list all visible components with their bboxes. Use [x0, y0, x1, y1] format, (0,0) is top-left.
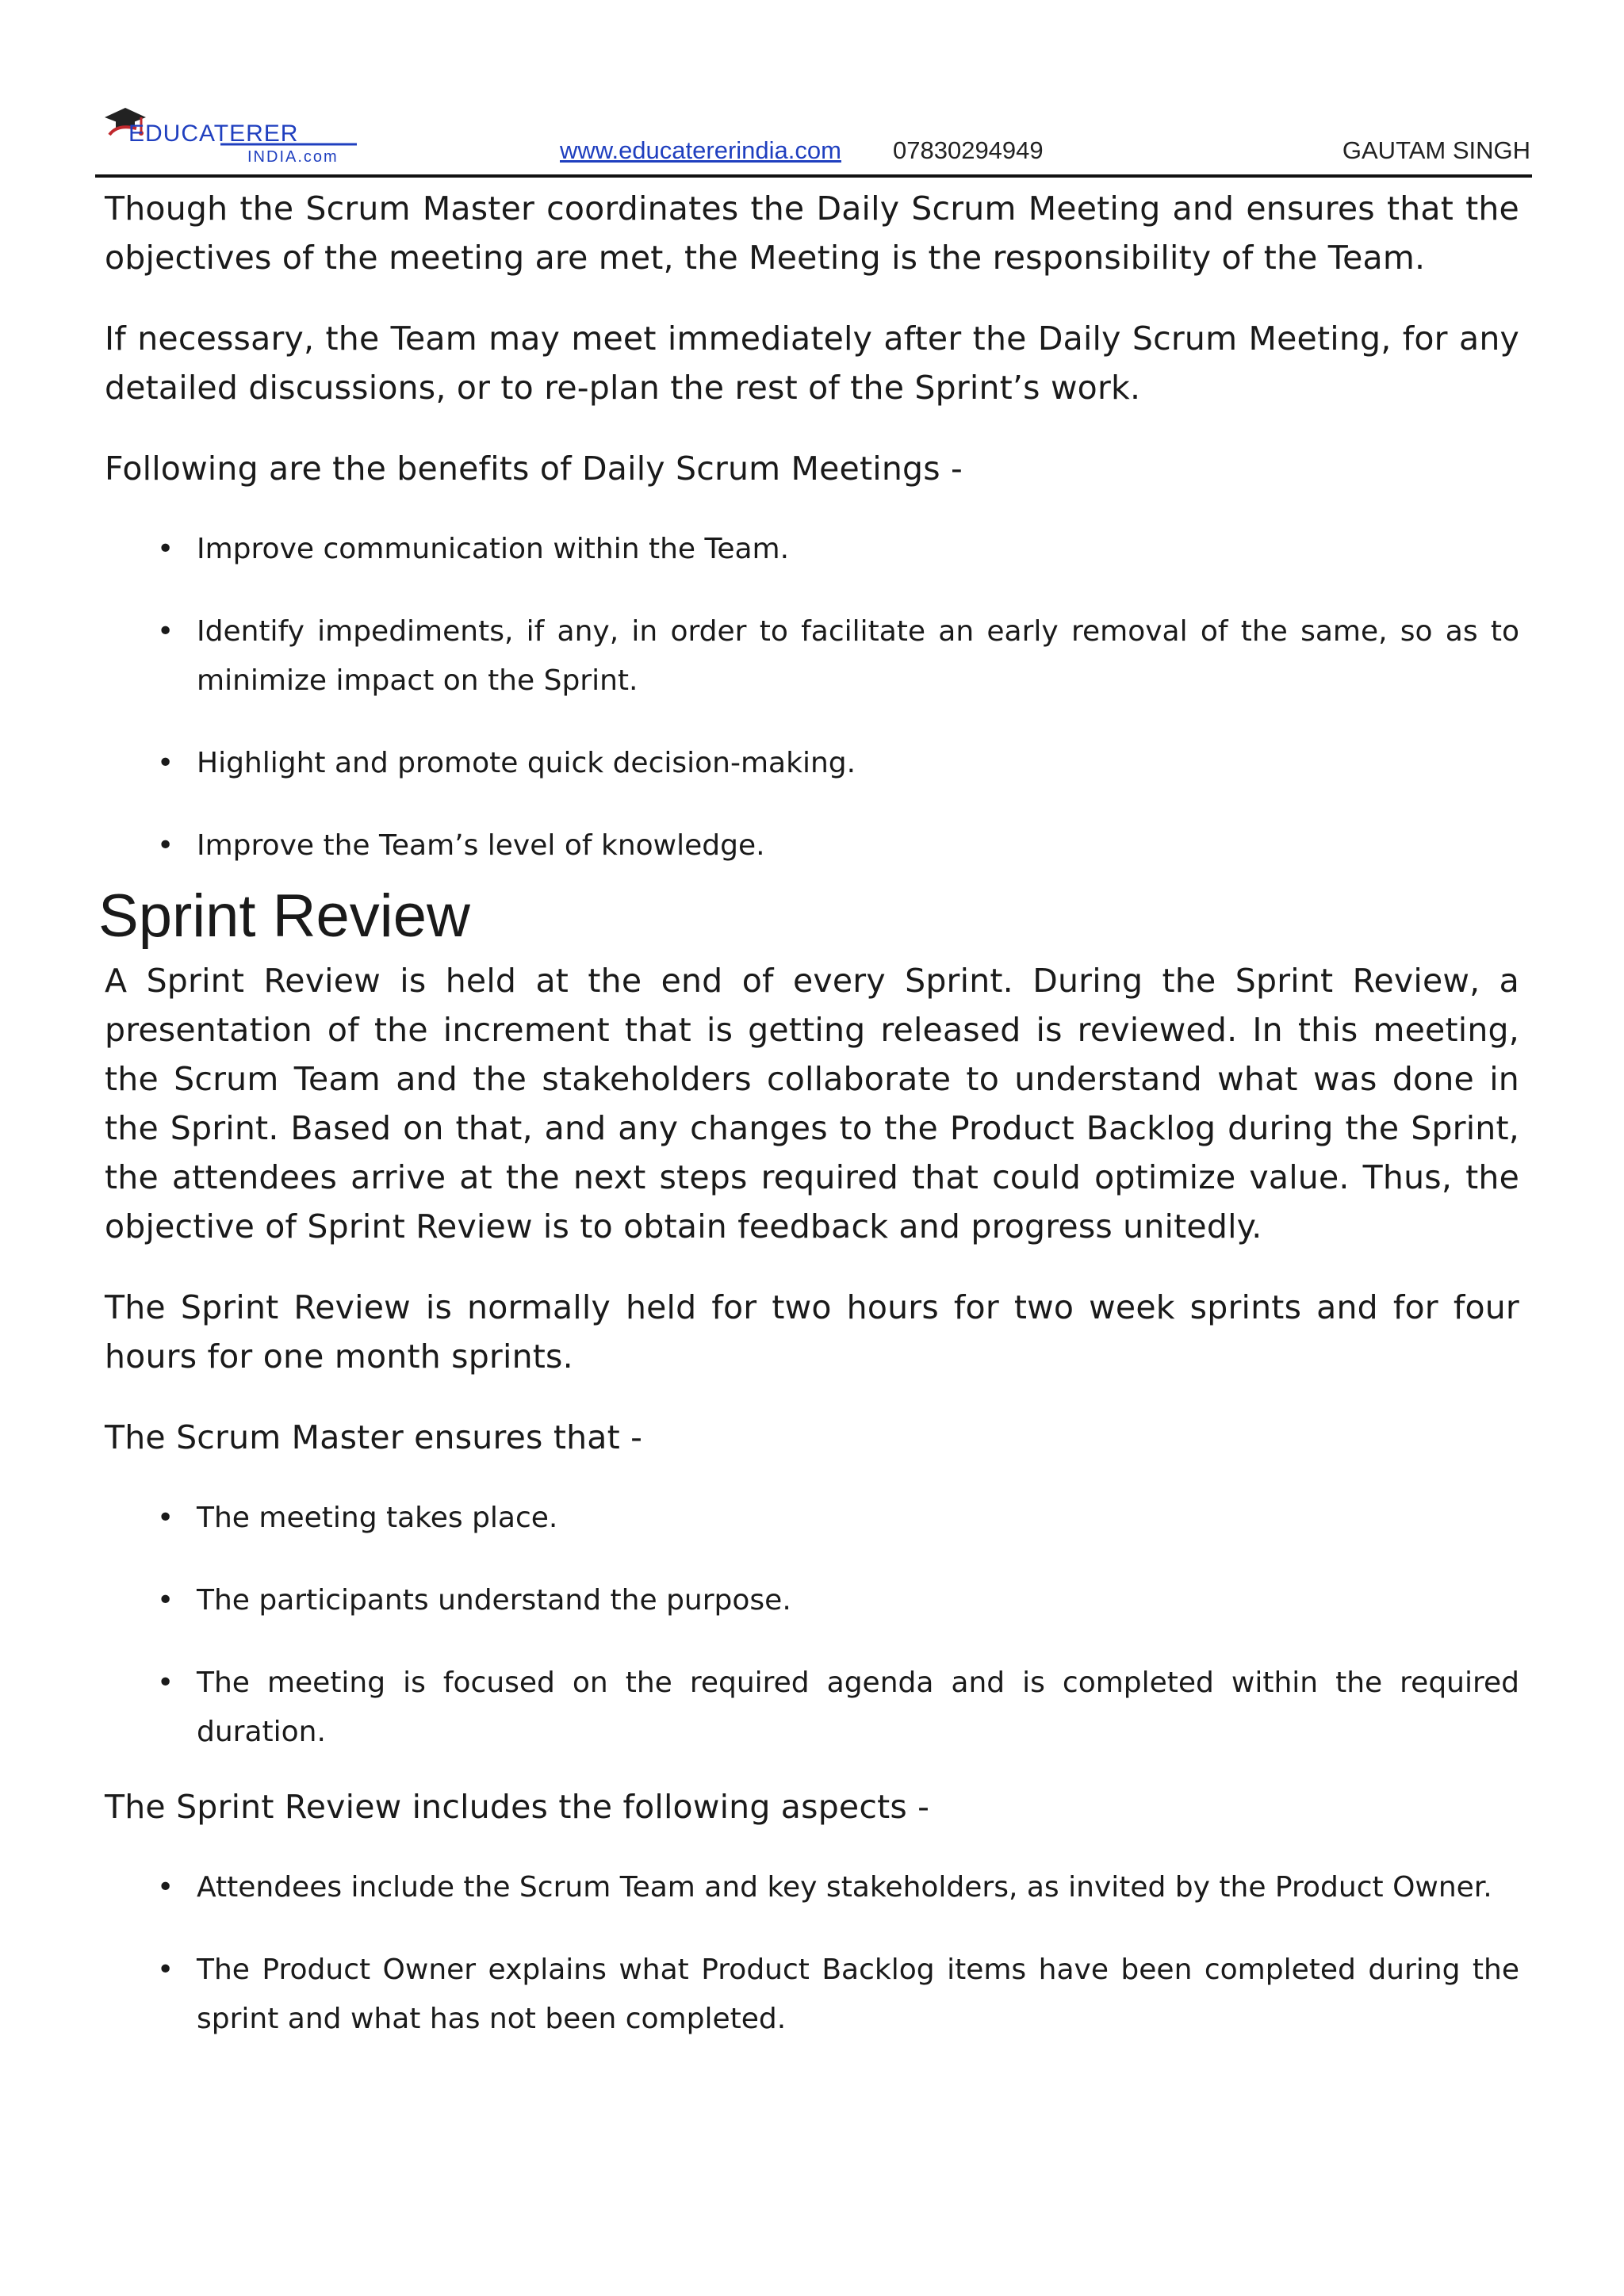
section-heading: Sprint Review [98, 882, 470, 950]
list-item: • The participants understand the purpose. [105, 1576, 1519, 1625]
list-item: • Improve communication within the Team. [105, 525, 1519, 574]
list-item: • Highlight and promote quick decision-making. [105, 739, 1519, 788]
header-author-name: GAUTAM SINGH [1342, 136, 1530, 164]
header-phone-number: 07830294949 [893, 136, 1044, 164]
list-item: • Attendees include the Scrum Team and key stakeholders, as invited by the Product Owner. [105, 1863, 1519, 1912]
bullet-icon: • [157, 1954, 174, 1986]
bullet-icon: • [157, 829, 174, 862]
intro-paragraph-2: If necessary, the Team may meet immediately after the Daily Scrum Meeting, for any detailed discussions, or to re-plan the rest of the Sprint’s work. [105, 320, 1519, 407]
list-item: • Improve the Team’s level of knowledge. [105, 821, 1519, 871]
sprint-review-section [98, 877, 1519, 2044]
list-item: • Identify impediments, if any, in order to facilitate an early removal of the same, so as to minimize impact on the Sprint. [105, 607, 1519, 706]
bullet-icon: • [157, 747, 174, 779]
list-item: • The meeting is focused on the required agenda and is completed within the required duration. [105, 1659, 1519, 1757]
sprint-review-paragraph-1: A Sprint Review is held at the end of every Sprint. During the Sprint Review, a presentation of the increment that is getting released is reviewed. In this meeting, the Scrum Team and the stakeholders collaborate to understand what was done in the Sprint. Based on that, and any changes to the Product Backlog during the Sprint, the attendees arrive at the next steps required that could optimize value. Thus, the objective of Sprint Review is to obtain feedback and progress unitedly. [105, 962, 1519, 1246]
scrum-master-ensures-list [105, 1494, 1519, 1757]
list-item: • The Product Owner explains what Product Backlog items have been completed during the sprint and what has not been completed. [105, 1946, 1519, 2044]
bullet-icon: • [157, 1667, 174, 1699]
bullet-icon: • [157, 1871, 174, 1904]
sprint-review-aspects-list [105, 1863, 1519, 2044]
list-item: • The meeting takes place. [105, 1494, 1519, 1543]
header-divider [95, 174, 1532, 178]
intro-paragraph-1: Though the Scrum Master coordinates the Daily Scrum Meeting and ensures that the objectives of the meeting are met, the Meeting is the responsibility of the Team. [105, 189, 1519, 277]
header-website-link[interactable]: www.educatererindia.com [560, 136, 841, 164]
educaterer-logo [102, 100, 363, 171]
sprint-review-paragraph-3: The Scrum Master ensures that - [105, 1418, 643, 1456]
logo-wordmark-bottom: INDIA.com [247, 148, 339, 166]
logo-wordmark-top: EDUCATERER [128, 121, 299, 147]
sprint-review-paragraph-2: The Sprint Review is normally held for two hours for two week sprints and for four hours for one month sprints. [105, 1288, 1519, 1376]
intro-paragraph-3: Following are the benefits of Daily Scrum Meetings - [105, 450, 963, 488]
bullet-icon: • [157, 1584, 174, 1617]
benefits-list [105, 525, 1519, 871]
bullet-icon: • [157, 533, 174, 565]
sprint-review-paragraph-4: The Sprint Review includes the following aspects - [105, 1788, 930, 1826]
page-header [95, 94, 1530, 176]
document-body [98, 184, 1519, 2077]
bullet-icon: • [157, 615, 174, 648]
bullet-icon: • [157, 1502, 174, 1534]
